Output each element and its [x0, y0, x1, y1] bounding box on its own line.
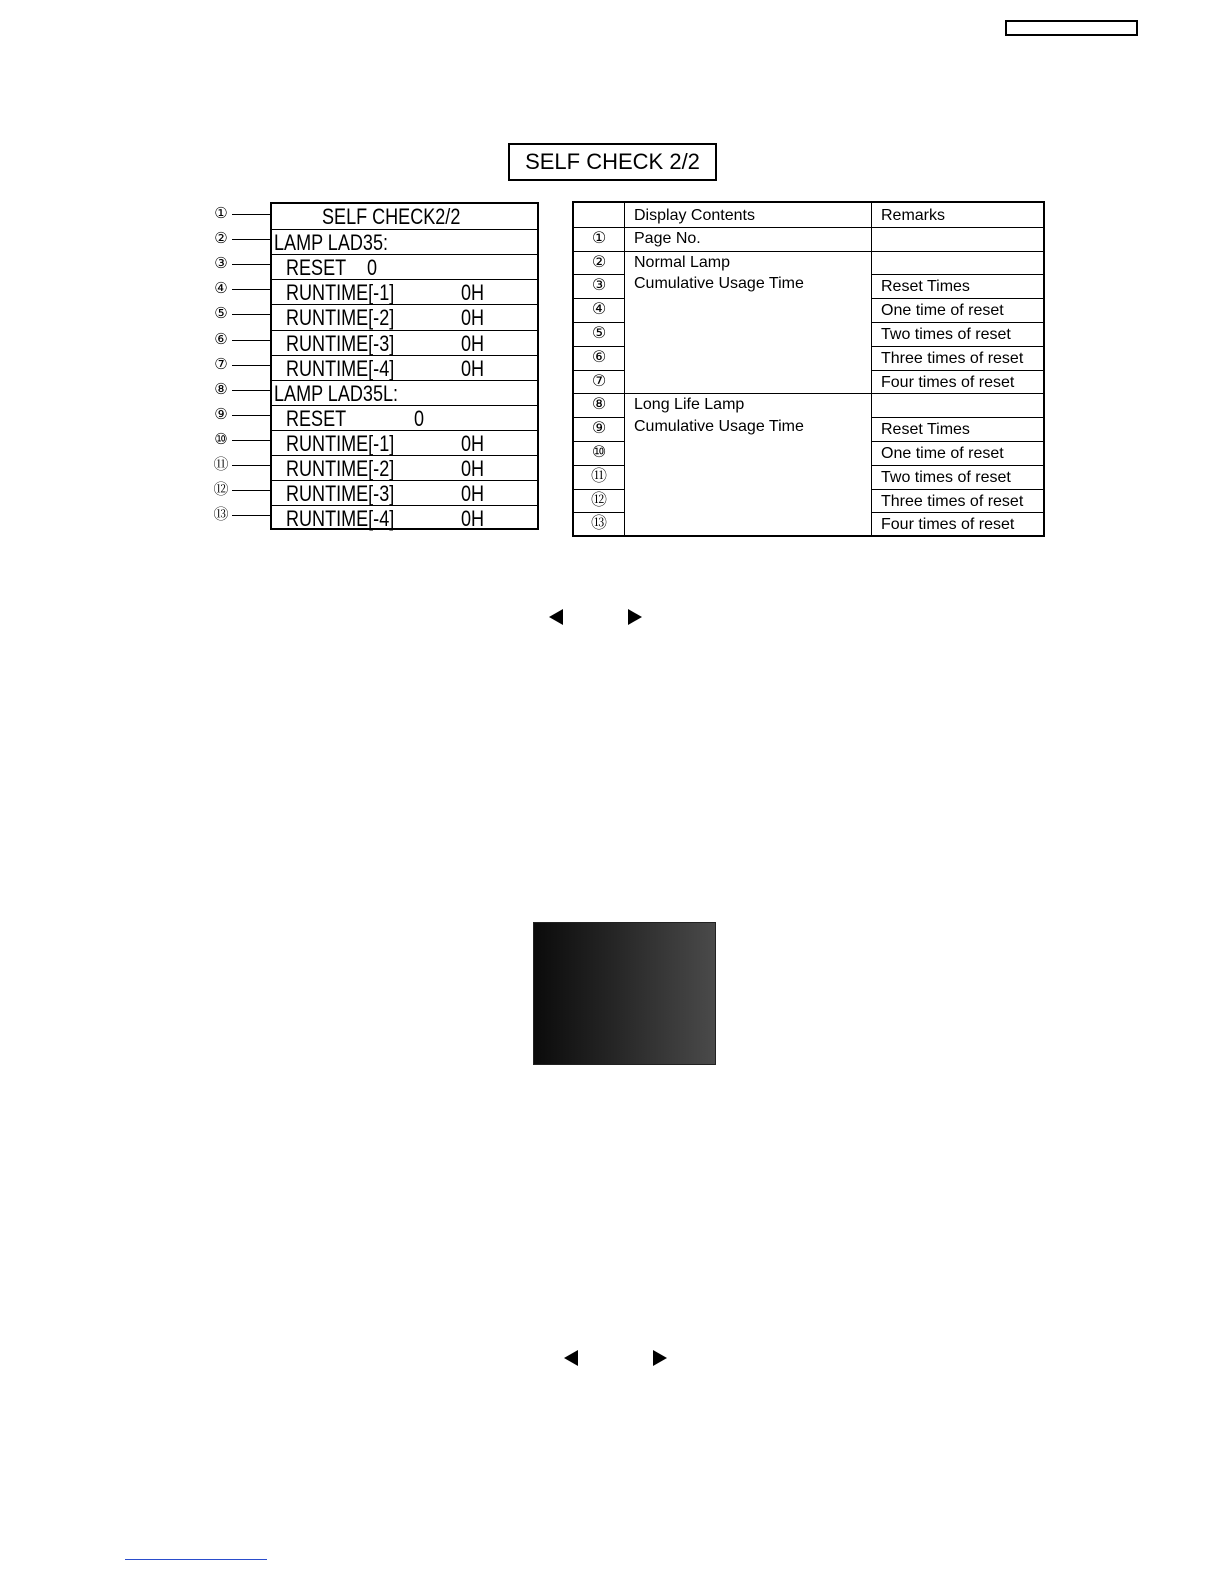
table-row-divider: [624, 393, 871, 394]
callout-number: ⑦: [214, 355, 228, 373]
table-row-remark: Three times of reset: [881, 492, 1024, 510]
blank-screen-image: [533, 922, 716, 1065]
table-row-number: ⑫: [590, 491, 607, 509]
osd-row: [272, 330, 537, 356]
table-row-number: ⑤: [591, 325, 607, 342]
callout-number: ⑨: [214, 405, 228, 423]
table-row-remark: Reset Times: [881, 278, 970, 296]
table-row-number: ⑧: [591, 396, 607, 414]
table-row-number: ⑪: [590, 467, 607, 485]
osd-row-value: 0H: [461, 481, 485, 507]
osd-row: [272, 204, 537, 229]
osd-row-label: RUNTIME[-4]: [286, 506, 395, 532]
table-row-number: ③: [591, 277, 607, 295]
osd-row-label: LAMP LAD35:: [274, 230, 388, 256]
left-triangle-icon: [564, 1350, 578, 1366]
osd-row: [272, 355, 537, 381]
right-triangle-icon: [653, 1350, 667, 1366]
osd-row-value: 0: [367, 255, 378, 281]
osd-row-value: 0H: [461, 430, 485, 456]
callout-number: ⑥: [214, 330, 228, 348]
osd-row: [272, 279, 537, 305]
table-row-divider: [871, 251, 1043, 252]
osd-row: [272, 254, 537, 280]
callout-number: ②: [214, 230, 228, 248]
osd-row: [272, 455, 537, 481]
osd-row-value: 0H: [461, 305, 485, 331]
table-row-content: Long Life Lamp: [634, 396, 745, 414]
callout-number: ⑧: [214, 380, 228, 398]
table-row-content: Page No.: [634, 229, 701, 247]
callout-number: ④: [214, 280, 228, 298]
osd-row-label: RUNTIME[-4]: [286, 355, 395, 381]
table-row-number: ④: [591, 301, 607, 319]
callout-number: ⑫: [213, 481, 229, 499]
osd-row-label: RUNTIME[-2]: [286, 456, 395, 481]
osd-row-label: RUNTIME[-1]: [286, 280, 395, 306]
osd-row-label: SELF CHECK2/2: [322, 204, 461, 229]
callout-leader-line: [232, 465, 270, 466]
table-column-divider: [624, 203, 625, 535]
table-row-divider: [624, 251, 871, 252]
callout-leader-line: [232, 314, 270, 315]
osd-row: [272, 480, 537, 506]
table-row-remark: Reset Times: [881, 421, 970, 439]
callout-leader-line: [232, 490, 270, 491]
callout-number: ⑩: [214, 430, 228, 448]
osd-row-label: RESET: [286, 405, 347, 431]
osd-row: [272, 229, 537, 255]
table-row-remark: One time of reset: [881, 445, 1004, 462]
table-header-remarks: Remarks: [881, 207, 946, 224]
table-row-number: ⑦: [591, 372, 607, 390]
table-row-number: ①: [591, 229, 607, 247]
callout-number: ①: [214, 205, 228, 222]
table-row-remark: Four times of reset: [881, 373, 1015, 391]
callout-leader-line: [232, 264, 270, 265]
osd-self-check-panel: [270, 202, 539, 530]
table-row-number: ⑬: [590, 515, 607, 533]
callout-leader-line: [232, 340, 270, 341]
osd-row-value: 0H: [461, 280, 485, 306]
table-row-number: ⑥: [591, 348, 607, 366]
callout-number: ⑤: [214, 305, 228, 323]
table-row-number: ②: [591, 253, 607, 271]
table-header-contents: Display Contents: [634, 207, 755, 224]
osd-row-value: 0H: [461, 456, 485, 481]
osd-row: [272, 430, 537, 456]
table-row-number: ⑩: [591, 444, 607, 461]
osd-row-label: RUNTIME[-3]: [286, 330, 395, 356]
callout-leader-line: [232, 515, 270, 516]
osd-row-label: RUNTIME[-2]: [286, 305, 395, 331]
osd-row-label: RUNTIME[-1]: [286, 430, 395, 456]
osd-row-value: 0: [414, 405, 425, 431]
header-blank-box: [1005, 20, 1138, 36]
callout-leader-line: [232, 390, 270, 391]
callout-number: ⑬: [213, 506, 229, 524]
table-row-remark: Three times of reset: [881, 349, 1024, 367]
osd-row-label: LAMP LAD35L:: [274, 380, 399, 406]
table-row-number: ⑨: [591, 420, 607, 438]
callout-leader-line: [232, 440, 270, 441]
callout-leader-line: [232, 415, 270, 416]
section-title: SELF CHECK 2/2: [508, 143, 717, 181]
left-triangle-icon: [549, 609, 563, 625]
table-row-remark: Two times of reset: [881, 326, 1011, 343]
right-triangle-icon: [628, 609, 642, 625]
osd-row: [272, 380, 537, 406]
osd-row-label: RUNTIME[-3]: [286, 481, 395, 507]
table-row-content: Normal Lamp: [634, 253, 731, 271]
callout-leader-line: [232, 289, 270, 290]
callout-leader-line: [232, 239, 270, 240]
osd-row: [272, 505, 537, 531]
osd-row: [272, 304, 537, 330]
osd-row-value: 0H: [461, 355, 485, 381]
osd-row-value: 0H: [461, 330, 485, 356]
table-row-remark: One time of reset: [881, 302, 1004, 320]
table-row-divider: [871, 274, 1043, 275]
osd-row-value: 0H: [461, 506, 485, 532]
callout-leader-line: [232, 365, 270, 366]
table-row-content: Cumulative Usage Time: [634, 418, 804, 436]
osd-row-label: RESET: [286, 255, 347, 281]
footer-link-underline: [125, 1559, 267, 1560]
table-row-remark: Two times of reset: [881, 468, 1011, 486]
osd-row: [272, 405, 537, 431]
table-row-remark: Four times of reset: [881, 516, 1015, 534]
callout-number: ⑪: [213, 456, 229, 473]
callout-number: ③: [214, 255, 228, 273]
table-row-content: Cumulative Usage Time: [634, 275, 804, 293]
table-row-divider: [871, 417, 1043, 418]
remarks-table: [572, 201, 1045, 537]
callout-leader-line: [232, 214, 270, 215]
